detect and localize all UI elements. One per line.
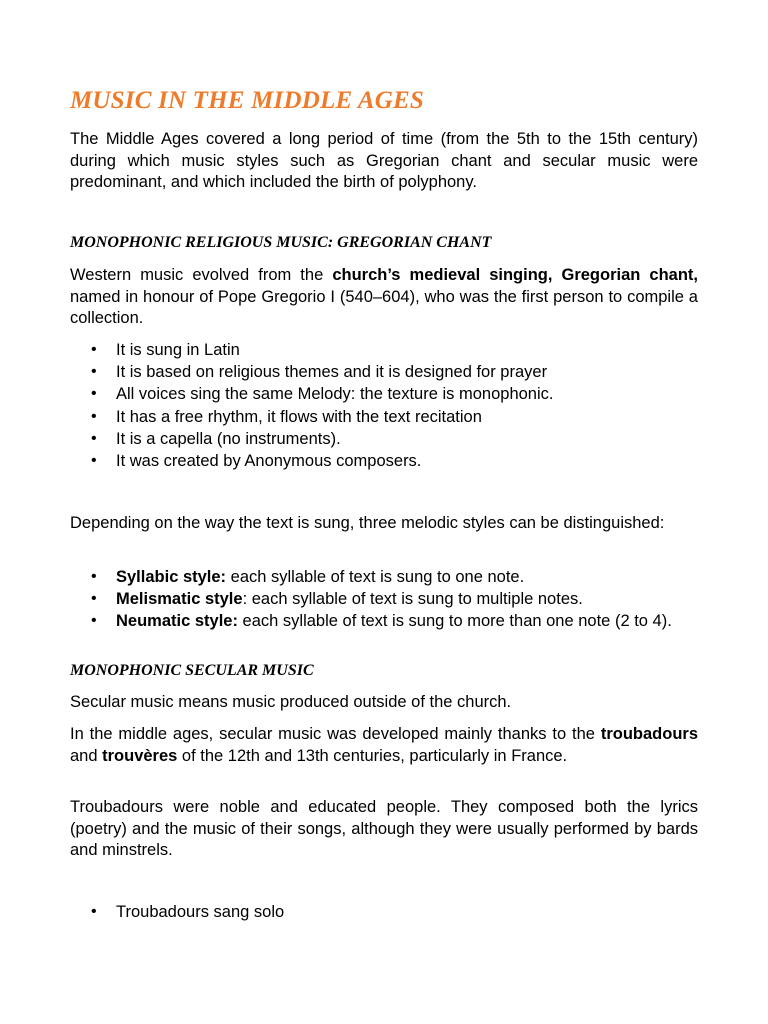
page-title: MUSIC IN THE MIDDLE AGES [70, 87, 424, 114]
troubadours-term: troubadours [600, 725, 698, 743]
gregorian-text-end: named in honour of Pope Gregorio I (540–604), who was the first person to compile a collection. [70, 287, 698, 327]
trouveres-term: trouvères [102, 746, 178, 765]
style-term: Neumatic style: [116, 612, 238, 631]
troubadours-list [70, 901, 698, 923]
troubadours-paragraph: Troubadours were noble and educated people. They composed both the lyrics (poetry) and the music of their songs, although they were usually performed by bards and minstrels. [70, 798, 698, 859]
section-heading-gregorian: MONOPHONIC RELIGIOUS MUSIC: GREGORIAN CHANT [70, 234, 492, 251]
style-description: each syllable of text is sung to one note. [226, 568, 525, 586]
melodic-styles-intro: Depending on the way the text is sung, three melodic styles can be distinguished: [70, 514, 665, 532]
list-item: • Troubadours sang solo [70, 901, 698, 923]
gregorian-characteristics-list [70, 339, 698, 472]
list-item: • All voices sing the same Melody: the texture is monophonic. [70, 383, 698, 405]
list-item: • It was created by Anonymous composers. [70, 450, 698, 472]
melodic-styles-list [70, 566, 698, 633]
list-item: • It has a free rhythm, it flows with the text recitation [70, 406, 698, 428]
gregorian-paragraph [70, 265, 698, 330]
secular-text-a: In the middle ages, secular music was developed mainly thanks to the [70, 725, 601, 743]
intro-paragraph: The Middle Ages covered a long period of time (from the 5th to the 15th century) during which music styles such as Gregorian chant and secular music were predominant, and which included the birth of polyphony. [70, 130, 698, 191]
list-item: • It is based on religious themes and it is designed for prayer [70, 361, 698, 383]
style-description: each syllable of text is sung to more than one note (2 to 4). [237, 612, 672, 631]
secular-definition: Secular music means music produced outside of the church. [70, 693, 512, 711]
list-item [70, 588, 698, 610]
style-term: Syllabic style: [116, 568, 227, 586]
list-item [70, 610, 698, 632]
list-item: • It is a capella (no instruments). [70, 428, 698, 450]
secular-text-d: of the 12th and 13th centuries, particularly in France. [177, 746, 568, 765]
section-heading-secular: MONOPHONIC SECULAR MUSIC [70, 662, 314, 679]
gregorian-text-start: Western music evolved from the [70, 266, 333, 284]
secular-paragraph [70, 724, 698, 767]
style-term: Melismatic style [116, 590, 243, 609]
secular-text-c: and [70, 746, 103, 765]
list-item: • It is sung in Latin [70, 339, 698, 361]
style-description: : each syllable of text is sung to multiple notes. [242, 590, 583, 609]
gregorian-emphasis: church’s medieval singing, Gregorian chant, [332, 266, 698, 284]
list-item [70, 566, 698, 588]
